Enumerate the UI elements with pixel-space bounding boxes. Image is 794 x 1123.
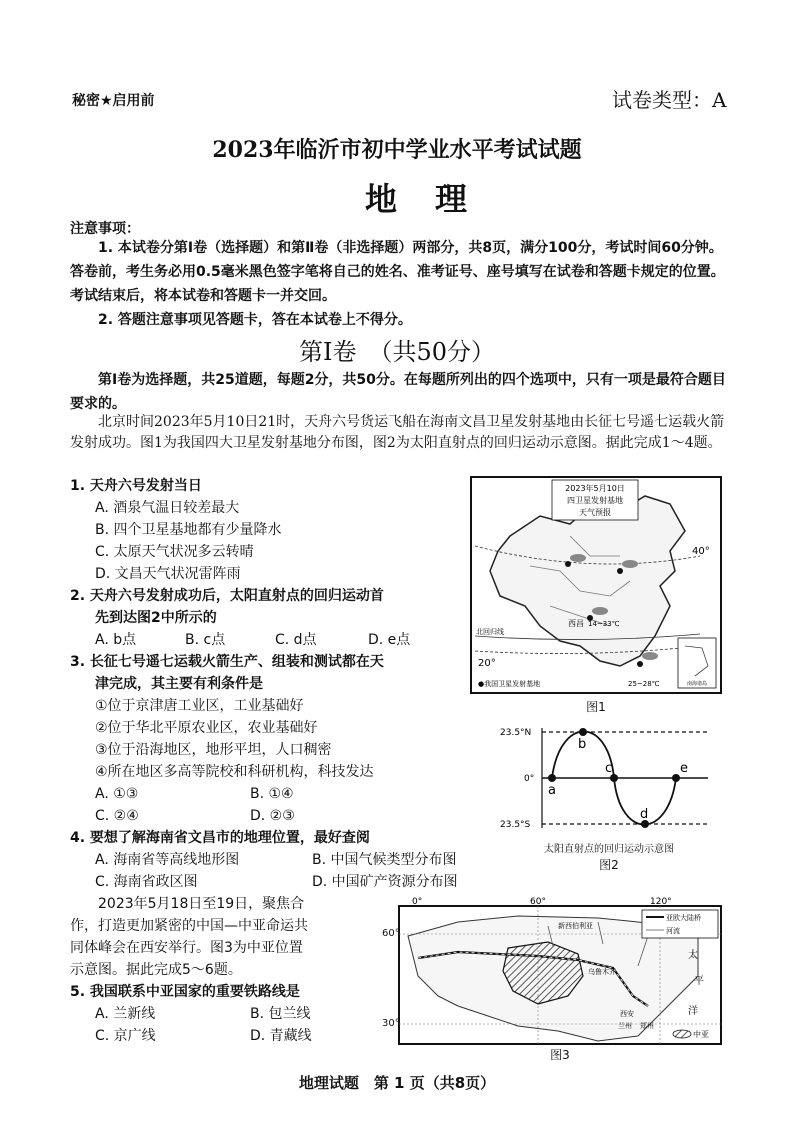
paper-type-label: 试卷类型：A — [612, 88, 727, 112]
q5-option-c: C. 京广线 — [95, 1028, 156, 1044]
fig3-ocean-2: 平 — [694, 976, 704, 987]
section-intro: 第Ⅰ卷为选择题，共25道题，每题2分，共50分。在每题所列出的四个选项中，只有一项是最符合题目要求的。 — [70, 372, 726, 412]
fig3-lat60-label: 60° — [382, 928, 400, 939]
fig3-city-zhengzhou: 郑州 — [640, 1022, 654, 1030]
question-3-text1: 3. 长征七号遥七运载火箭生产、组装和测试都在天 — [70, 654, 384, 670]
section-title: 第Ⅰ卷 （共50分） — [298, 338, 496, 366]
fig2-label-a: a — [548, 783, 556, 798]
q3-item-3: ③位于沿海地区，地形平坦，人口稠密 — [95, 742, 332, 758]
q4-option-c: C. 海南省政区图 — [95, 874, 198, 890]
jiuquan-base-dot — [565, 561, 571, 567]
point-e — [672, 774, 680, 782]
q3-option-b: B. ①④ — [250, 786, 294, 802]
stem-5-6-line1: 2023年5月18日至19日，聚焦合 — [98, 896, 305, 912]
fig3-ocean-3: 洋 — [688, 1006, 698, 1017]
fig2-label-c: c — [605, 761, 613, 776]
figure-2 — [498, 722, 720, 872]
figure-2-caption: 图2 — [599, 858, 619, 872]
q5-option-a: A. 兰新线 — [95, 1006, 156, 1022]
question-5-text: 5. 我国联系中亚国家的重要铁路线是 — [70, 984, 300, 1000]
fig1-tropic-label: 北回归线 — [476, 628, 504, 636]
q3-option-d: D. ②③ — [250, 808, 295, 824]
taiyuan-base-dot — [617, 568, 623, 574]
page-footer: 地理试题 第 1 页（共8页） — [298, 1074, 496, 1092]
q1-option-b: B. 四个卫星基地都有少量降水 — [95, 522, 282, 538]
fig2-y-bot: 23.5°S — [500, 820, 531, 830]
notice-item-2: 2. 答题注意事项见答题卡，答在本试卷上不得分。 — [98, 312, 412, 328]
figure-3 — [398, 896, 722, 1060]
fig3-legend-river: 河流 — [666, 927, 680, 935]
stem-5-6-line4: 示意图。据此完成5～6题。 — [70, 962, 242, 978]
q5-option-b: B. 包兰线 — [250, 1006, 311, 1022]
q3-option-c: C. ②④ — [95, 808, 139, 824]
question-5 — [70, 982, 300, 1003]
fig1-legend: ●我国卫星发射基地 — [478, 680, 541, 688]
notice-heading: 注意事项： — [70, 221, 140, 237]
notice-item-1: 1. 本试卷分第Ⅰ卷（选择题）和第Ⅱ卷（非选择题）两部分，共8页，满分100分，考试时间60分钟。答卷前，考生务必用0.5毫米黑色签字笔将自己的姓名、准考证号、座号填写在试卷和答题卡规定的位置。考试结束后，将本试卷和答题卡一并交回。 — [70, 240, 725, 304]
q3-option-a: A. ①③ — [95, 786, 139, 802]
cloud-icon — [642, 652, 658, 660]
fig3-lon0: 0° — [412, 897, 423, 907]
fig1-xichang-temp: 14~33℃ — [588, 620, 620, 628]
fig3-lat30-label: 30° — [382, 1018, 400, 1029]
question-1 — [70, 476, 202, 497]
question-3-text2: 津完成，其主要有利条件是 — [95, 676, 263, 692]
cloud-icon — [592, 607, 608, 615]
fig2-label-b: b — [578, 737, 587, 752]
stem-5-6-line3: 同体峰会在西安举行。图3为中亚位置 — [70, 940, 303, 956]
figure-1-caption: 图1 — [586, 700, 606, 714]
q3-item-1: ①位于京津唐工业区，工业基础好 — [95, 698, 304, 714]
fig2-label-d: d — [640, 807, 649, 822]
subject-title: 地理 — [364, 180, 505, 218]
figure-2-diagram — [498, 722, 720, 840]
q2-option-c: C. d点 — [275, 632, 317, 648]
point-a — [548, 774, 556, 782]
figure-1 — [470, 476, 722, 714]
question-2-line2 — [95, 608, 217, 629]
figure-2-subtitle: 太阳直射点的回归运动示意图 — [544, 844, 674, 855]
q3-item-4: ④所在地区多高等院校和科研机构，科技发达 — [95, 764, 374, 780]
question-1-text: 1. 天舟六号发射当日 — [70, 478, 202, 494]
question-3-line2 — [95, 674, 263, 695]
q5-option-d: D. 青藏线 — [250, 1028, 312, 1044]
fig3-city-urumqi: 乌鲁木齐 — [588, 968, 616, 976]
q2-option-b: B. c点 — [185, 632, 226, 648]
cloud-icon — [622, 560, 638, 568]
q4-option-a: A. 海南省等高线地形图 — [95, 852, 240, 868]
fig3-legend-central-asia: 中亚 — [693, 1030, 709, 1039]
point-b — [579, 728, 587, 736]
fig1-wenchang-temp: 25~28℃ — [628, 680, 660, 688]
fig1-inset-label: 南海诸岛 — [686, 681, 708, 687]
fig3-lon60: 60° — [530, 897, 546, 907]
q1-option-d: D. 文昌天气状况雷阵雨 — [95, 566, 241, 582]
stem-5-6-line2: 作，打造更加紧密的中国—中亚命运共 — [70, 918, 308, 934]
q4-option-d: D. 中国矿产资源分布图 — [312, 874, 458, 890]
fig2-y-mid: 0° — [524, 774, 535, 784]
question-2-text2: 先到达图2中所示的 — [95, 610, 217, 626]
figure-1-map — [470, 476, 722, 694]
fig2-label-e: e — [680, 761, 688, 776]
fig1-title-line1: 2023年5月10日 — [565, 484, 625, 493]
question-4 — [70, 828, 370, 849]
figure-3-caption: 图3 — [550, 1048, 570, 1062]
stem-1-4: 北京时间2023年5月10日21时，天舟六号货运飞船在海南文昌卫星发射基地由长征七号遥七运载火箭发射成功。图1为我国四大卫星发射基地分布图，图2为太阳直射点的回归运动示意图。据此完成1～4题。 — [70, 414, 725, 451]
cloud-icon — [570, 554, 586, 562]
fig2-y-top: 23.5°N — [500, 728, 532, 738]
fig3-ocean-1: 太 — [688, 950, 698, 961]
confidential-label: 秘密★启用前 — [72, 93, 155, 109]
figure-3-map — [398, 896, 722, 1046]
question-3-line1 — [70, 652, 384, 673]
fig3-city-xian: 西安 — [620, 1010, 634, 1018]
fig1-xichang-label: 西昌 — [568, 619, 584, 628]
q1-option-a: A. 酒泉气温日较差最大 — [95, 500, 240, 516]
wenchang-base-dot — [637, 661, 643, 667]
fig1-title-line3: 天气预报 — [579, 508, 611, 517]
fig1-lat40: 40° — [692, 546, 710, 557]
fig3-city-novosibirsk: 新西伯利亚 — [558, 922, 593, 930]
question-4-text: 4. 要想了解海南省文昌市的地理位置，最好查阅 — [70, 830, 370, 846]
fig3-legend-rail: 亚欧大陆桥 — [666, 914, 701, 922]
q2-option-a: A. b点 — [95, 632, 137, 648]
fig3-lon120: 120° — [650, 897, 672, 907]
q2-option-d: D. e点 — [368, 632, 411, 648]
fig3-city-lanzhou: 兰州 — [618, 1022, 632, 1030]
question-2-line1 — [70, 586, 384, 607]
fig1-title-line2: 四卫星发射基地 — [567, 496, 623, 505]
q3-item-2: ②位于华北平原农业区，农业基础好 — [95, 720, 318, 736]
exam-title: 2023年临沂市初中学业水平考试试题 — [212, 137, 582, 163]
fig1-lat20: 20° — [478, 658, 496, 669]
question-2-text1: 2. 天舟六号发射成功后，太阳直射点的回归运动首 — [70, 588, 384, 604]
q1-option-c: C. 太原天气状况多云转晴 — [95, 544, 254, 560]
q4-option-b: B. 中国气候类型分布图 — [312, 852, 457, 868]
